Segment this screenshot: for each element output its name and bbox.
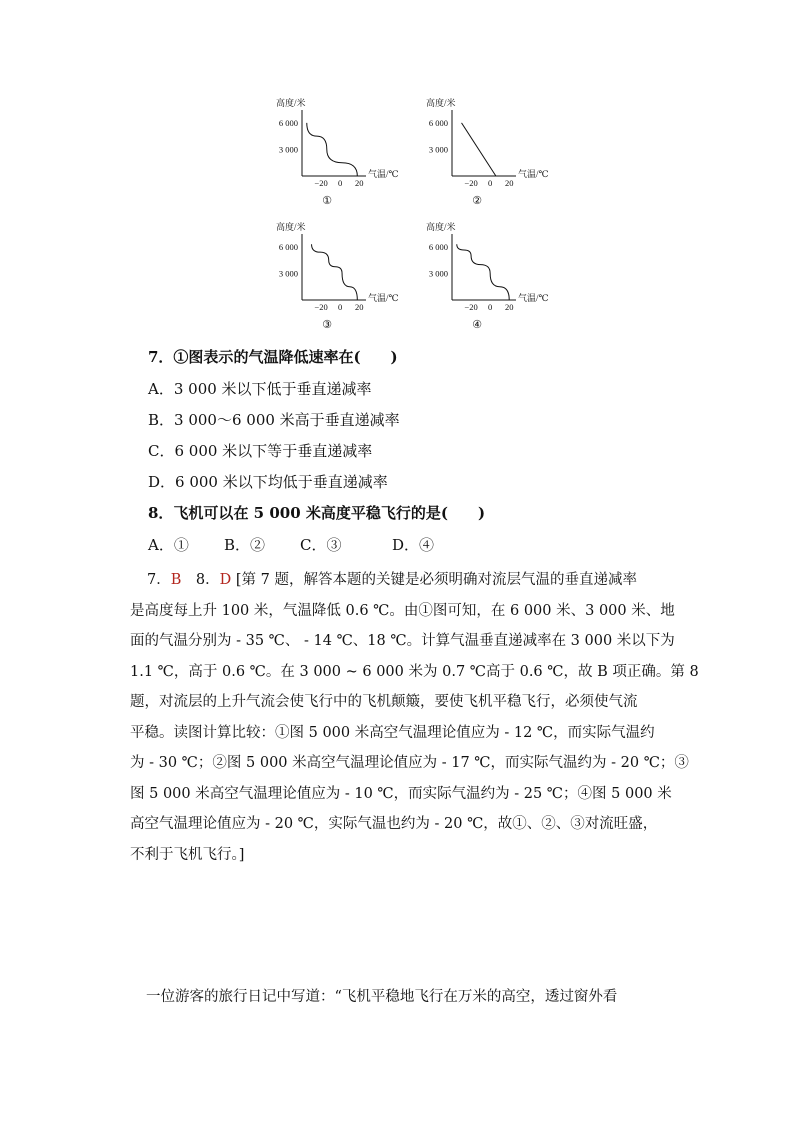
y-tick-label: 6 000 bbox=[278, 241, 298, 252]
next-question-intro: 一位游客的旅行日记中写道：“飞机平稳地飞行在万米的高空，透过窗外看 bbox=[146, 989, 618, 1005]
chart-3 bbox=[260, 220, 400, 332]
x-tick-label: −20 bbox=[464, 302, 478, 312]
x-axis-label: 气温/℃ bbox=[518, 293, 549, 303]
series-line bbox=[312, 244, 358, 300]
answer-explanation bbox=[130, 565, 699, 870]
answer-line-8: 高空气温理论值应为 - 20 ℃，实际气温也约为 - 20 ℃，故①、②、③对流旺盛， bbox=[130, 816, 658, 832]
question-7-stem: 7．①图表示的气温降低速率在( ) bbox=[148, 348, 398, 366]
x-tick-label: −20 bbox=[314, 302, 328, 312]
chart-1 bbox=[260, 96, 400, 208]
answer-line-9: 不利于飞机飞行。] bbox=[130, 846, 245, 863]
series-line bbox=[307, 123, 358, 176]
chart-svg bbox=[410, 220, 550, 332]
x-tick-label: −20 bbox=[464, 178, 478, 188]
y-tick-label: 6 000 bbox=[278, 117, 298, 128]
answer-key-7: B bbox=[170, 572, 182, 588]
x-tick-label: 20 bbox=[504, 178, 514, 188]
question-7-option-d: D．6 000 米以下均低于垂直递减率 bbox=[148, 473, 388, 491]
y-axis-label: 高度/米 bbox=[426, 98, 456, 108]
question-7-option-c: C．6 000 米以下等于垂直递减率 bbox=[148, 442, 373, 460]
x-axis-label: 气温/℃ bbox=[368, 293, 399, 303]
answer-line-3: 1.1 ℃，高于 0.6 ℃。在 3 000 ~ 6 000 米为 0.7 ℃高于 0.6 ℃，故 B 项正确。第 8 bbox=[130, 663, 699, 680]
x-tick-label: 20 bbox=[354, 178, 364, 188]
x-axis-label: 气温/℃ bbox=[368, 169, 399, 179]
answer-line-1: 是高度每上升 100 米，气温降低 0.6 ℃。由①图可知，在 6 000 米、3 000 米、地 bbox=[130, 602, 675, 619]
y-tick-label: 3 000 bbox=[428, 268, 448, 279]
answer-line-6: 为 - 30 ℃；②图 5 000 米高空气温理论值应为 - 17 ℃，而实际气温约为 - 20 ℃；③ bbox=[130, 755, 689, 771]
answer-line bbox=[130, 565, 690, 596]
chart-svg bbox=[260, 220, 400, 332]
chart-4 bbox=[410, 220, 550, 332]
y-tick-label: 3 000 bbox=[278, 144, 298, 155]
chart-svg bbox=[410, 96, 550, 208]
y-tick-label: 6 000 bbox=[428, 117, 448, 128]
x-tick-label: 0 bbox=[338, 302, 343, 312]
y-tick-label: 3 000 bbox=[278, 268, 298, 279]
figure-temperature-altitude-charts bbox=[260, 96, 560, 336]
panel-label: ② bbox=[472, 194, 482, 207]
answer-line-0: [第 7 题，解答本题的关键是必须明确对流层气温的垂直递减率 bbox=[235, 572, 637, 588]
question-8-options bbox=[148, 535, 434, 555]
x-tick-label: 0 bbox=[488, 178, 493, 188]
series-line bbox=[462, 123, 496, 176]
y-axis-label: 高度/米 bbox=[276, 98, 306, 108]
answer-line-7: 图 5 000 米高空气温理论值应为 - 10 ℃，而实际气温约为 - 25 ℃；④图 5 000 米 bbox=[130, 785, 672, 802]
panel-label: ④ bbox=[472, 318, 482, 331]
chart-svg bbox=[260, 96, 400, 208]
question-8-stem: 8．飞机可以在 5 000 米高度平稳飞行的是( ) bbox=[148, 504, 486, 522]
question-8-option-c: C．③ bbox=[300, 536, 342, 554]
y-tick-label: 3 000 bbox=[428, 144, 448, 155]
x-tick-label: 20 bbox=[504, 302, 514, 312]
answer-line-2: 面的气温分别为 - 35 ℃、 - 14 ℃、18 ℃。计算气温垂直递减率在 3 000 米以下为 bbox=[130, 633, 675, 649]
x-tick-label: 0 bbox=[338, 178, 343, 188]
x-tick-label: 0 bbox=[488, 302, 493, 312]
question-7-option-a: A．3 000 米以下低于垂直递减率 bbox=[148, 380, 372, 398]
answer-key-prefix: 7． bbox=[147, 572, 171, 588]
question-8-option-a: A．① bbox=[148, 536, 189, 554]
question-8-option-b: B．② bbox=[224, 536, 266, 554]
panel-label: ③ bbox=[322, 318, 332, 331]
x-tick-label: −20 bbox=[314, 178, 328, 188]
chart-2 bbox=[410, 96, 550, 208]
x-axis-label: 气温/℃ bbox=[518, 169, 549, 179]
question-7-option-b: B．3 000～6 000 米高于垂直递减率 bbox=[148, 411, 400, 429]
answer-key-8: D bbox=[219, 572, 232, 588]
y-tick-label: 6 000 bbox=[428, 241, 448, 252]
y-axis-label: 高度/米 bbox=[426, 222, 456, 232]
question-8-option-d: D．④ bbox=[392, 536, 435, 554]
answer-line-4: 题，对流层的上升气流会使飞行中的飞机颠簸，要使飞机平稳飞行，必须使气流 bbox=[130, 694, 638, 710]
panel-label: ① bbox=[322, 194, 332, 207]
y-axis-label: 高度/米 bbox=[276, 222, 306, 232]
answer-line-5: 平稳。读图计算比较：①图 5 000 米高空气温理论值应为 - 12 ℃，而实际气温约 bbox=[130, 724, 655, 741]
x-tick-label: 20 bbox=[354, 302, 364, 312]
answer-key-mid: 8． bbox=[181, 572, 220, 588]
series-line bbox=[457, 244, 509, 300]
